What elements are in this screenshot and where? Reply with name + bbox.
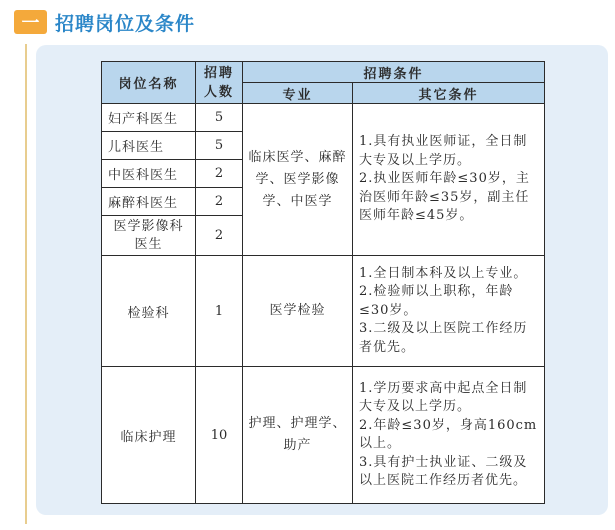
major-cell: 护理、护理学、助产 (243, 367, 353, 504)
major-cell: 临床医学、麻醉学、医学影像学、中医学 (243, 104, 353, 256)
hire-count: 1 (196, 256, 243, 367)
header-conditions: 招聘条件 (243, 62, 545, 83)
other-conditions-cell: 1.全日制本科及以上专业。 2.检验师以上职称，年龄≤30岁。 3.二级及以上医院工作经历者优先。 (353, 256, 545, 367)
hire-count: 2 (196, 216, 243, 256)
position-name: 麻醉科医生 (102, 188, 196, 216)
recruitment-table (101, 61, 545, 504)
header-other: 其它条件 (353, 83, 545, 104)
position-name: 临床护理 (102, 367, 196, 504)
section-header (0, 0, 615, 44)
table-row (102, 367, 545, 504)
hire-count: 5 (196, 132, 243, 160)
section-title: 招聘岗位及条件 (55, 13, 196, 35)
position-name: 医学影像科 医生 (102, 216, 196, 256)
position-name: 妇产科医生 (102, 104, 196, 132)
table-row (102, 256, 545, 367)
header-major: 专业 (243, 83, 353, 104)
header-position: 岗位名称 (102, 62, 196, 104)
hire-count: 5 (196, 104, 243, 132)
major-cell: 医学检验 (243, 256, 353, 367)
position-name: 中医科医生 (102, 160, 196, 188)
position-name: 儿科医生 (102, 132, 196, 160)
section-number-badge (14, 10, 47, 34)
header-count: 招聘 人数 (196, 62, 243, 104)
position-name: 检验科 (102, 256, 196, 367)
hire-count: 10 (196, 367, 243, 504)
hire-count: 2 (196, 188, 243, 216)
other-conditions-cell: 1.具有执业医师证，全日制大专及以上学历。 2.执业医师年龄≤30岁，主治医师年龄≤35岁，副主任医师年龄≤45岁。 (353, 104, 545, 256)
section-number: 一 (21, 13, 40, 34)
hire-count: 2 (196, 160, 243, 188)
other-conditions-cell: 1.学历要求高中起点全日制大专及以上学历。 2.年龄≤30岁，身高160cm以上。 3.具有护士执业证、二级及以上医院工作经历者优先。 (353, 367, 545, 504)
table-row (102, 104, 545, 132)
decorative-divider (25, 44, 27, 524)
